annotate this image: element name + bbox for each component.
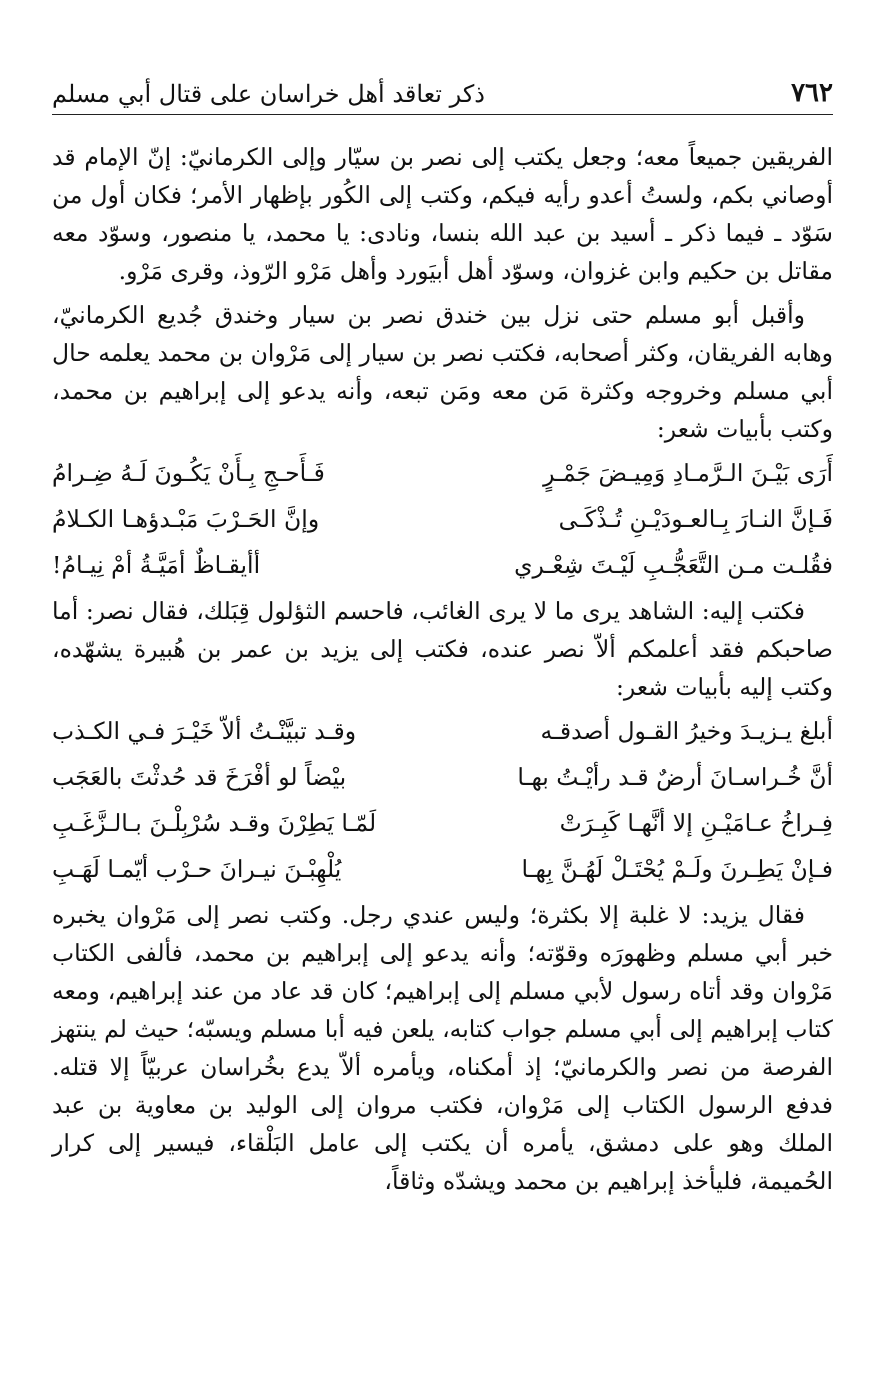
verse-second-hemistich: وإنَّ الحَـرْبَ مَبْـدؤهـا الكـلامُ [52, 505, 320, 533]
verse-second-hemistich: يُلْهِبْـنَ نيـرانَ حـرْب أيّمـا لَهَـبِ [52, 855, 342, 883]
verse-first-hemistich: فِـراخُ عـامَيْـنِ إلا أنَّهـا كَبِـرَتْ [559, 809, 833, 837]
verse-first-hemistich: أبلغ يـزيـدَ وخيرُ القـول أصدقـه [540, 717, 833, 745]
poem [52, 708, 833, 892]
paragraph: فقال يزيد: لا غلبة إلا بكثرة؛ وليس عندي رجل. وكتب نصر إلى مَرْوان يخبره خبر أبي مسلم وظهورَه وقوّته؛ وأنه يدعو إلى إبراهيم بن محمد، فألفى الكتاب مَرْوان وقد أتاه رسول لأبي مسلم إلى إبراهيم؛ كان قد عاد من عند إبراهيم، ومعه كتاب إبراهيم إلى أبي مسلم جواب كتابه، يلعن فيه أبا مسلم ويسبّه؛ حيث لم ينتهز الفرصة من نصر والكرمانيّ؛ إذ أمكناه، ويأمره ألاّ يدع بخُراسان عربيّاً إلا قتله. فدفع الرسول الكتاب إلى مَرْوان، فكتب مروان إلى الوليد بن معاوية بن عبد الملك وهو على دمشق، يأمره أن يكتب إلى عامل البَلْقاء، فيسير إلى كرار الحُميمة، فليأخذ إبراهيم بن محمد ويشدّه وثاقاً، [52, 901, 833, 1195]
verse-first-hemistich: فقُلـت مـن التَّعَجُّـبِ لَيْـتَ شِعْـري [514, 551, 833, 579]
paragraph: الفريقين جميعاً معه؛ وجعل يكتب إلى نصر بن سيّار وإلى الكرمانيّ: إنّ الإمام قد أوصاني بكم، ولستُ أعدو رأيه فيكم، وكتب إلى الكُور بإظهار الأمر؛ فكان أول من سَوّد ـ فيما ذكر ـ أسيد بن عبد الله بنسا، ونادى: يا محمد، يا منصور، وسوّد معه مقاتل بن حكيم وابن غزوان، وسوّد أهل أبيَورد وأهل مَرْو الرّوذ، وقرى مَرْو. [52, 143, 833, 285]
verse-second-hemistich: فَـأَحـجِ بِـأَنْ يَكُـونَ لَـهُ ضِـرامُ [52, 459, 325, 487]
verse-second-hemistich: لَمّـا يَطِرْنَ وقـد سُرْبِلْـنَ بـالـزَّغَـبِ [52, 809, 377, 837]
verse [52, 496, 833, 542]
verse-first-hemistich: أنَّ خُـراسـانَ أرضٌ قـد رأيْـتُ بهـا [517, 763, 833, 791]
page-body [52, 138, 833, 1200]
verse [52, 846, 833, 892]
paragraph: فكتب إليه: الشاهد يرى ما لا يرى الغائب، فاحسم الثؤلول قِبَلك، فقال نصر: أما صاحبكم فقد أعلمكم ألاّ نصر عنده، فكتب إلى يزيد بن عمر بن هُبيرة يشهّده، وكتب إليه بأبيات شعر: [52, 597, 833, 701]
verse-first-hemistich: فَـإنَّ النـارَ بِـالعـودَيْـنِ تُـذْكَـى [558, 505, 833, 533]
page-number: ٧٦٢ [791, 78, 833, 108]
verse [52, 708, 833, 754]
verse-second-hemistich: بيْضاً لو أفْرَخَ قد حُدثْتَ بالعَجَب [52, 763, 347, 791]
verse [52, 800, 833, 846]
verse [52, 754, 833, 800]
page-header [52, 78, 833, 115]
paragraph: وأقبل أبو مسلم حتى نزل بين خندق نصر بن سيار وخندق جُديع الكرمانيّ، وهابه الفريقان، وكثر أصحابه، فكتب نصر بن سيار إلى مَرْوان بن محمد يعلمه حال أبي مسلم وخروجه وكثرة مَن معه ومَن تبعه، وأنه يدعو إلى إبراهيم بن محمد، وكتب بأبيات شعر: [52, 301, 833, 443]
verse-first-hemistich: أَرَى بَيْـنَ الـرَّمـادِ وَمِيـضَ جَمْـرٍ [543, 459, 833, 487]
verse-second-hemistich: أأيقـاظٌ أمَيَّـةُ أمْ نِيـامُ! [52, 551, 261, 579]
verse [52, 450, 833, 496]
verse [52, 542, 833, 588]
running-title: ذكر تعاقد أهل خراسان على قتال أبي مسلم [52, 80, 485, 108]
verse-second-hemistich: وقـد تبيَّنْـتُ ألاّ خَيْـرَ فـي الكـذب [52, 717, 357, 745]
poem [52, 450, 833, 588]
verse-first-hemistich: فـإنْ يَطِـرنَ ولَـمْ يُحْتَـلْ لَهُـنَّ بِهـا [521, 855, 833, 883]
